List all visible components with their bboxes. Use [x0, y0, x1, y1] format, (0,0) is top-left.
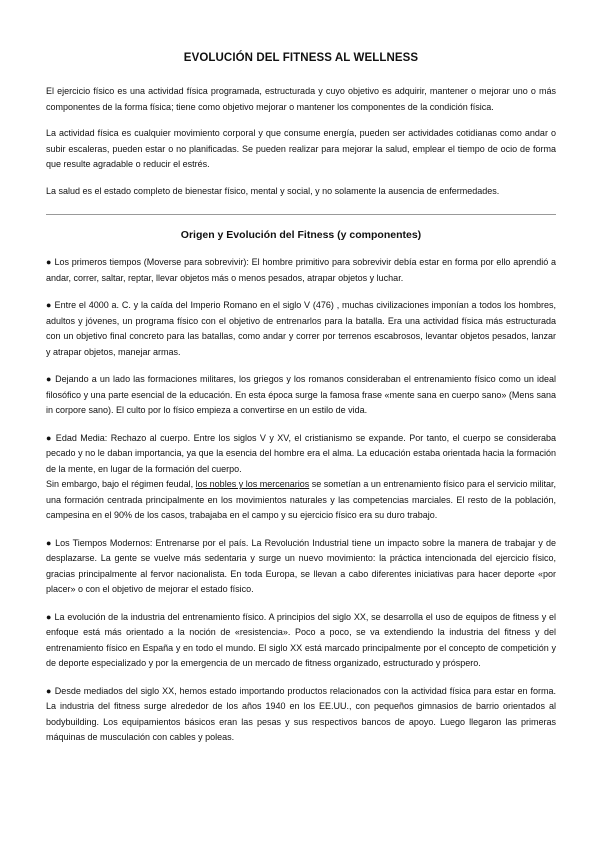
edad-media-text-a: Sin embargo, bajo el régimen feudal, — [46, 479, 196, 489]
document-title: EVOLUCIÓN DEL FITNESS AL WELLNESS — [183, 52, 419, 64]
edad-media-text-b: se sometían a un entrenamiento físico para el servicio militar, una formación centrada principalmente en los movimientos naturales y las competencias marciales. El resto de la población, campesina en el 90% de los casos, trabajaba en el campo y su ejercicio físico era su duro trabajo. — [46, 479, 556, 520]
section-divider — [46, 214, 556, 215]
item-primeros-tiempos: ● Los primeros tiempos (Moverse para sobrevivir): El hombre primitivo para sobrevivir debía estar en forma por ello aprendió a andar, correr, saltar, reptar, llevar objetos más o menos pesados, atrapar objetos y luchar. — [46, 257, 556, 283]
list-item — [46, 431, 556, 524]
item-edad-media-continued — [46, 477, 556, 524]
intro-section — [46, 84, 556, 199]
item-edad-media: ● Edad Media: Rechazo al cuerpo. Entre los siglos V y XV, el cristianismo se expande. Por tanto, el cuerpo se consideraba pecado y no le daban importancia, ya que la esencia del hombre era el alma. La educación estaba orientada hacia la formación de la mente, en lugar de la formación del cuerpo. — [46, 432, 556, 474]
item-industria: ● La evolución de la industria del entrenamiento físico. A principios del siglo XX, se desarrolla el uso de equipos de fitness y el enfoque está más orientado a la noción de «resistencia». Poco a poco, se va extendiendo la industria del fitness y del entrenamiento físico en España y en todo el mundo. El siglo XX está marcado principalmente por el concepto de competición y de deporte especializado y por la emergencia de un mercado de fitness organizado, estructurado y próspero. — [46, 611, 556, 668]
item-entre-4000: ● Entre el 4000 a. C. y la caída del Imperio Romano en el siglo V (476) , muchas civilizaciones imponían a todos los hombres, adultos y jóvenes, un programa físico con el objetivo de entrenarlos para la batalla. Era una actividad física más estructurada con un objetivo final concreto para las batallas, como andar y correr por terrenos escabrosos, levantar objetos pesados, lanzar y atrapar objetos, manejar armas. — [46, 300, 556, 357]
item-tiempos-modernos: ● Los Tiempos Modernos: Entrenarse por el país. La Revolución Industrial tiene un impacto sobre la manera de trabajar y de desplazarse. La gente se vuelve más sedentaria y surge un nuevo movimiento: la práctica intencionada del ejercicio físico, gracias principalmente al fervor nacionalista. En toda Europa, se llevan a cabo diferentes iniciativas para hacer deporte «por placer» o con el objetivo de mejorar el estado físico. — [46, 537, 556, 594]
list-item — [46, 372, 556, 419]
intro-paragraph-ejercicio: El ejercicio físico es una actividad física programada, estructurada y cuyo objetivo es adquirir, mantener o mejorar uno o más componentes de la forma física; tiene como objetivo mejorar o mantener los componentes de la condición física. — [46, 86, 556, 112]
item-mediados-siglo-xx: ● Desde mediados del siglo XX, hemos estado importando productos relacionados con la actividad física para estar en forma. La industria del fitness surge alrededor de los años 1940 en los EE.UU., con pequeños gimnasios de barrio orientados al bodybuilding. Los equipamientos básicos eran las pesas y sus respectivos bancos de apoyo. Luego llegaron las primeras máquinas de musculación con cables y poleas. — [46, 685, 556, 742]
list-item — [46, 684, 556, 746]
intro-paragraph-actividad: La actividad física es cualquier movimiento corporal y que consume energía, pueden ser actividades cotidianas como andar o subir escaleras, pueden estar o no planificadas. Se pueden realizar para mejorar la salud, emplear el tiempo de ocio de forma que resulte agradable o reducir el estrés. — [46, 128, 556, 169]
list-item — [46, 610, 556, 672]
list-item — [46, 536, 556, 598]
intro-paragraph-salud: La salud es el estado completo de bienestar físico, mental y social, y no solamente la ausencia de enfermedades. — [46, 185, 500, 196]
list-item — [46, 298, 556, 360]
list-item — [46, 255, 556, 286]
item-griegos-romanos: ● Dejando a un lado las formaciones militares, los griegos y los romanos consideraban el entrenamiento físico como un ideal filosófico y una parte esencial de la educación. En esta época surge la famosa frase «mente sana en cuerpo sano» (Mens sana in corpore sano). El culto por lo físico empieza a convertirse en un estilo de vida. — [46, 374, 556, 415]
underlined-text: los nobles y los mercenarios — [195, 479, 310, 489]
section-title: Origen y Evolución del Fitness (y componentes) — [180, 229, 422, 241]
